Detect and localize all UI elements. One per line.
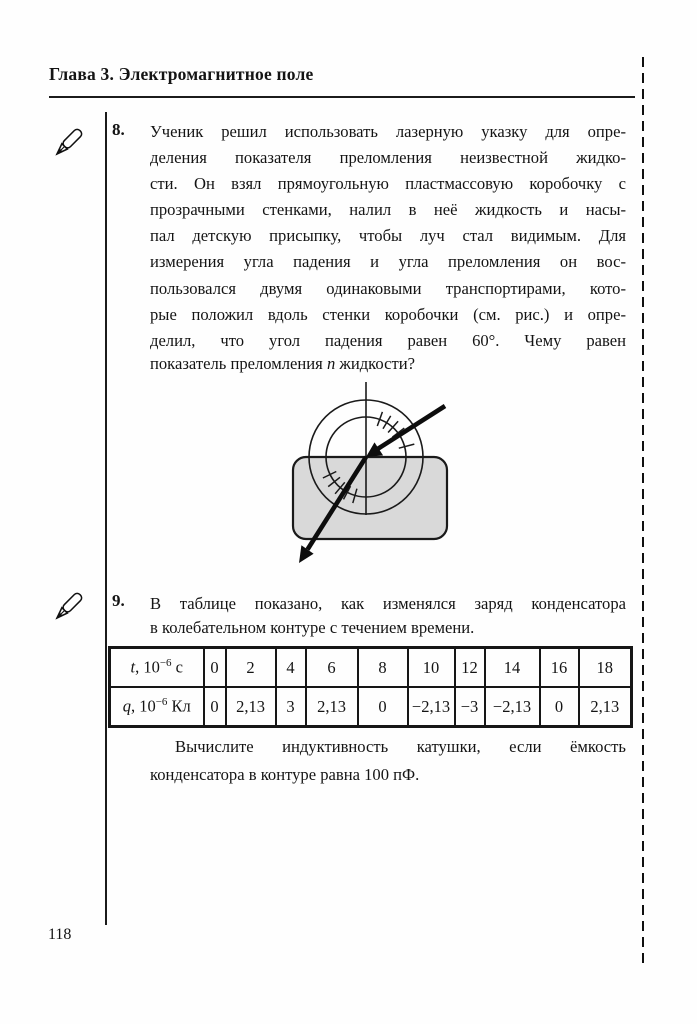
table-cell: 16	[540, 648, 579, 688]
text-line: прозрачными стенками, налил в неё жидкость и насы-	[150, 200, 626, 220]
refractive-index-symbol: n	[326, 354, 336, 373]
page-cut-dashed-line	[642, 57, 644, 963]
row-header-time: t, $10^{-6}$ с	[110, 648, 204, 688]
table-cell: 2,13	[306, 687, 358, 727]
text-line: сти. Он взял прямоугольную пластмассовую коробочку с	[150, 174, 626, 194]
problem-9-number: 9.	[112, 591, 125, 610]
table-cell: 18	[579, 648, 632, 688]
problem-8-number: 8.	[112, 120, 125, 139]
problem-8-last-line	[150, 354, 626, 374]
text-line: измерения угла падения и угла преломления он вос-	[150, 252, 626, 272]
pen-icon	[47, 582, 93, 628]
table-row-charge	[110, 687, 632, 727]
table-cell: 0	[204, 648, 226, 688]
text-line: конденсатора в контуре равна 100 пФ.	[150, 764, 420, 784]
table-cell: 8	[358, 648, 408, 688]
page-number: 118	[48, 926, 72, 943]
table-cell: 14	[485, 648, 540, 688]
problem-8-text	[150, 119, 626, 354]
text-line: рые положил вдоль стенки коробочки (см. рис.) и опре-	[150, 304, 626, 324]
table-cell: 3	[276, 687, 306, 727]
table-cell: 0	[204, 687, 226, 727]
table-cell: 6	[306, 648, 358, 688]
charge-time-table	[108, 646, 633, 728]
pen-icon	[47, 118, 93, 164]
table-cell: 2	[226, 648, 276, 688]
text-line: пользовался двумя одинаковыми транспортирами, кото-	[150, 278, 626, 298]
row-header-charge: q, $10^{-6}$ Кл	[110, 687, 204, 727]
text-line: пал детскую присыпку, чтобы луч стал видимым. Для	[150, 226, 626, 246]
margin-vertical-rule	[105, 112, 107, 925]
problem-9-text	[150, 590, 626, 618]
table-cell: 12	[455, 648, 485, 688]
text-line: деления показателя преломления неизвестной жидко-	[150, 148, 626, 168]
text-line: Ученик решил использовать лазерную указку для опре-	[150, 122, 626, 141]
table-cell: −2,13	[408, 687, 455, 727]
text-fragment: показатель преломления	[150, 354, 327, 373]
refraction-figure	[266, 379, 470, 575]
table-cell: 2,13	[226, 687, 276, 727]
text-line: В таблице показано, как изменялся заряд конденсатора	[150, 594, 626, 613]
problem-9-last-line: в колебательном контуре с течением времени.	[150, 618, 475, 637]
table-cell: 10	[408, 648, 455, 688]
table-cell: −2,13	[485, 687, 540, 727]
text-fragment: жидкости?	[335, 354, 415, 373]
chapter-header: Глава 3. Электромагнитное поле	[49, 64, 314, 84]
header-rule	[49, 96, 635, 98]
table-cell: 4	[276, 648, 306, 688]
table-cell: 0	[358, 687, 408, 727]
liquid-box	[293, 457, 447, 539]
text-line: Вычислите индуктивность катушки, если ёмкость	[175, 737, 626, 756]
table-row-time	[110, 648, 632, 688]
table-cell: −3	[455, 687, 485, 727]
text-line: делил, что угол падения равен 60°. Чему равен	[150, 330, 626, 350]
table-cell: 2,13	[579, 687, 632, 727]
table-cell: 0	[540, 687, 579, 727]
problem-9-followup	[150, 733, 626, 788]
